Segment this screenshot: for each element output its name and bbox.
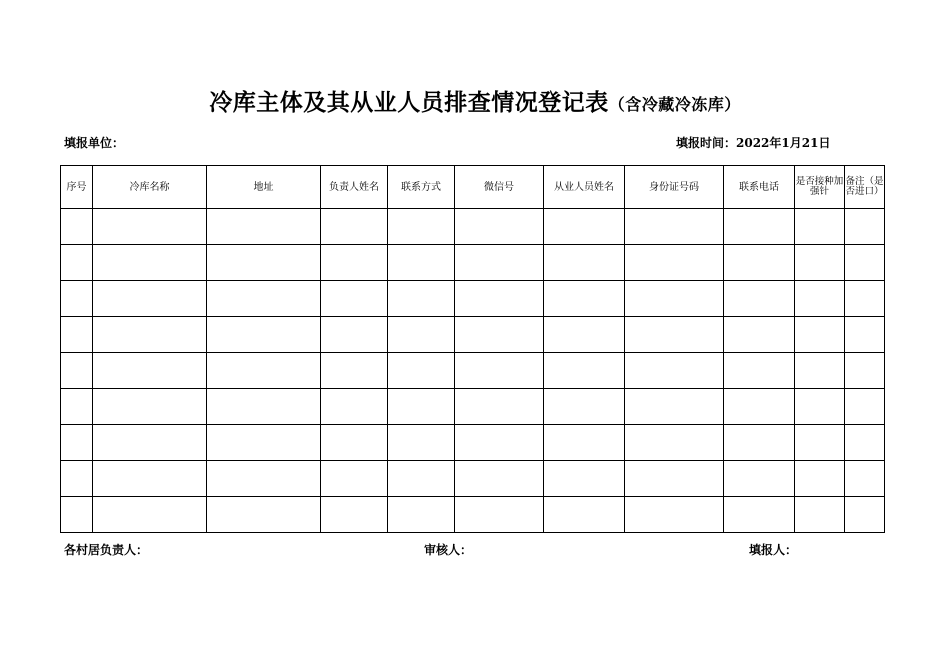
table-cell[interactable]: [625, 461, 724, 497]
table-row: [61, 245, 885, 281]
table-cell[interactable]: [388, 209, 455, 245]
table-cell[interactable]: [388, 389, 455, 425]
table-cell[interactable]: [455, 425, 544, 461]
table-cell[interactable]: [544, 281, 625, 317]
table-cell[interactable]: [845, 425, 885, 461]
table-cell[interactable]: [795, 425, 845, 461]
table-cell[interactable]: [61, 317, 93, 353]
table-cell[interactable]: [625, 281, 724, 317]
table-cell[interactable]: [455, 281, 544, 317]
table-row: [61, 425, 885, 461]
table-cell[interactable]: [207, 209, 321, 245]
table-cell[interactable]: [388, 317, 455, 353]
table-cell[interactable]: [388, 245, 455, 281]
column-header-address: 地址: [207, 166, 321, 209]
table-cell[interactable]: [61, 209, 93, 245]
table-cell[interactable]: [93, 497, 207, 533]
table-cell[interactable]: [544, 389, 625, 425]
table-cell[interactable]: [388, 353, 455, 389]
table-cell[interactable]: [61, 497, 93, 533]
table-cell[interactable]: [455, 245, 544, 281]
table-cell[interactable]: [388, 425, 455, 461]
table-cell[interactable]: [321, 281, 388, 317]
column-header-wechat: 微信号: [455, 166, 544, 209]
table-cell[interactable]: [795, 317, 845, 353]
table-cell[interactable]: [388, 497, 455, 533]
table-cell[interactable]: [724, 245, 795, 281]
table-cell[interactable]: [61, 245, 93, 281]
table-cell[interactable]: [93, 317, 207, 353]
form-title-sub: （含冷藏冷冻库）: [608, 95, 741, 114]
table-cell[interactable]: [845, 317, 885, 353]
column-header-contact: 联系方式: [388, 166, 455, 209]
column-header-phone: 联系电话: [724, 166, 795, 209]
table-cell[interactable]: [93, 245, 207, 281]
reviewer-signature-label: 审核人：: [424, 543, 473, 557]
form-title-main: 冷库主体及其从业人员排查情况登记表: [209, 89, 609, 116]
column-header-booster: 是否接种加强针: [795, 166, 845, 209]
table-cell[interactable]: [321, 317, 388, 353]
table-cell[interactable]: [795, 497, 845, 533]
table-cell[interactable]: [61, 461, 93, 497]
table-row: [61, 317, 885, 353]
table-row: [61, 353, 885, 389]
table-cell[interactable]: [93, 425, 207, 461]
table-cell[interactable]: [61, 353, 93, 389]
table-cell[interactable]: [93, 281, 207, 317]
table-row: [61, 389, 885, 425]
table-cell[interactable]: [544, 317, 625, 353]
table-cell[interactable]: [625, 245, 724, 281]
table-cell[interactable]: [544, 425, 625, 461]
table-cell[interactable]: [455, 389, 544, 425]
table-cell[interactable]: [321, 497, 388, 533]
table-cell[interactable]: [61, 281, 93, 317]
header-row: [61, 166, 885, 209]
table-cell[interactable]: [455, 353, 544, 389]
table-cell[interactable]: [724, 425, 795, 461]
table-cell[interactable]: [455, 461, 544, 497]
table-cell[interactable]: [724, 389, 795, 425]
table-cell[interactable]: [724, 281, 795, 317]
register-table: [60, 165, 885, 533]
table-cell[interactable]: [455, 497, 544, 533]
table-row: [61, 281, 885, 317]
table-cell[interactable]: [61, 425, 93, 461]
column-header-manager-name: 负责人姓名: [321, 166, 388, 209]
village-head-signature-label: 各村居负责人：: [64, 543, 149, 557]
table-cell[interactable]: [845, 353, 885, 389]
table-cell[interactable]: [845, 389, 885, 425]
table-cell[interactable]: [625, 209, 724, 245]
table-cell[interactable]: [544, 209, 625, 245]
column-header-cold-storage-name: 冷库名称: [93, 166, 207, 209]
table-cell[interactable]: [625, 317, 724, 353]
table-cell[interactable]: [795, 461, 845, 497]
table-cell[interactable]: [724, 461, 795, 497]
table-cell[interactable]: [207, 281, 321, 317]
table-cell[interactable]: [93, 353, 207, 389]
table-cell[interactable]: [93, 461, 207, 497]
table-cell[interactable]: [321, 461, 388, 497]
table-row: [61, 461, 885, 497]
table-cell[interactable]: [795, 209, 845, 245]
table-cell[interactable]: [795, 245, 845, 281]
table-cell[interactable]: [625, 389, 724, 425]
form-title: [0, 84, 950, 117]
column-header-seq-no: 序号: [61, 166, 93, 209]
table-cell[interactable]: [795, 389, 845, 425]
table-cell[interactable]: [544, 461, 625, 497]
table-cell[interactable]: [625, 353, 724, 389]
table-cell[interactable]: [207, 353, 321, 389]
table-cell[interactable]: [544, 497, 625, 533]
table-cell[interactable]: [207, 461, 321, 497]
table-cell[interactable]: [321, 425, 388, 461]
table-cell[interactable]: [845, 245, 885, 281]
table-cell[interactable]: [207, 389, 321, 425]
table-cell[interactable]: [207, 245, 321, 281]
table-cell[interactable]: [724, 353, 795, 389]
table-cell[interactable]: [724, 209, 795, 245]
table-cell[interactable]: [544, 245, 625, 281]
table-cell[interactable]: [61, 389, 93, 425]
table-cell[interactable]: [845, 281, 885, 317]
table-cell[interactable]: [207, 497, 321, 533]
table-row: [61, 209, 885, 245]
table-cell[interactable]: [388, 461, 455, 497]
table-cell[interactable]: [321, 245, 388, 281]
reporting-date-label: 填报时间：2022年1月21日: [676, 136, 831, 150]
column-header-id-number: 身份证号码: [625, 166, 724, 209]
column-header-staff-name: 从业人员姓名: [544, 166, 625, 209]
table-cell[interactable]: [455, 317, 544, 353]
table-row: [61, 497, 885, 533]
table-cell[interactable]: [321, 353, 388, 389]
filler-signature-label: 填报人：: [749, 543, 798, 557]
table-cell[interactable]: [321, 389, 388, 425]
table-cell[interactable]: [845, 209, 885, 245]
table-cell[interactable]: [455, 209, 544, 245]
table-cell[interactable]: [544, 353, 625, 389]
column-header-remarks: 备注（是否进口）: [845, 166, 885, 209]
table-cell[interactable]: [93, 209, 207, 245]
table-cell[interactable]: [388, 281, 455, 317]
table-cell[interactable]: [207, 425, 321, 461]
table-cell[interactable]: [321, 209, 388, 245]
table-cell[interactable]: [795, 353, 845, 389]
table-cell[interactable]: [625, 425, 724, 461]
table-cell[interactable]: [207, 317, 321, 353]
table-cell[interactable]: [724, 317, 795, 353]
table-cell[interactable]: [625, 497, 724, 533]
table-cell[interactable]: [795, 281, 845, 317]
table-cell[interactable]: [724, 497, 795, 533]
reporting-unit-label: 填报单位：: [64, 136, 125, 150]
table-cell[interactable]: [845, 461, 885, 497]
table-cell[interactable]: [93, 389, 207, 425]
table-cell[interactable]: [845, 497, 885, 533]
